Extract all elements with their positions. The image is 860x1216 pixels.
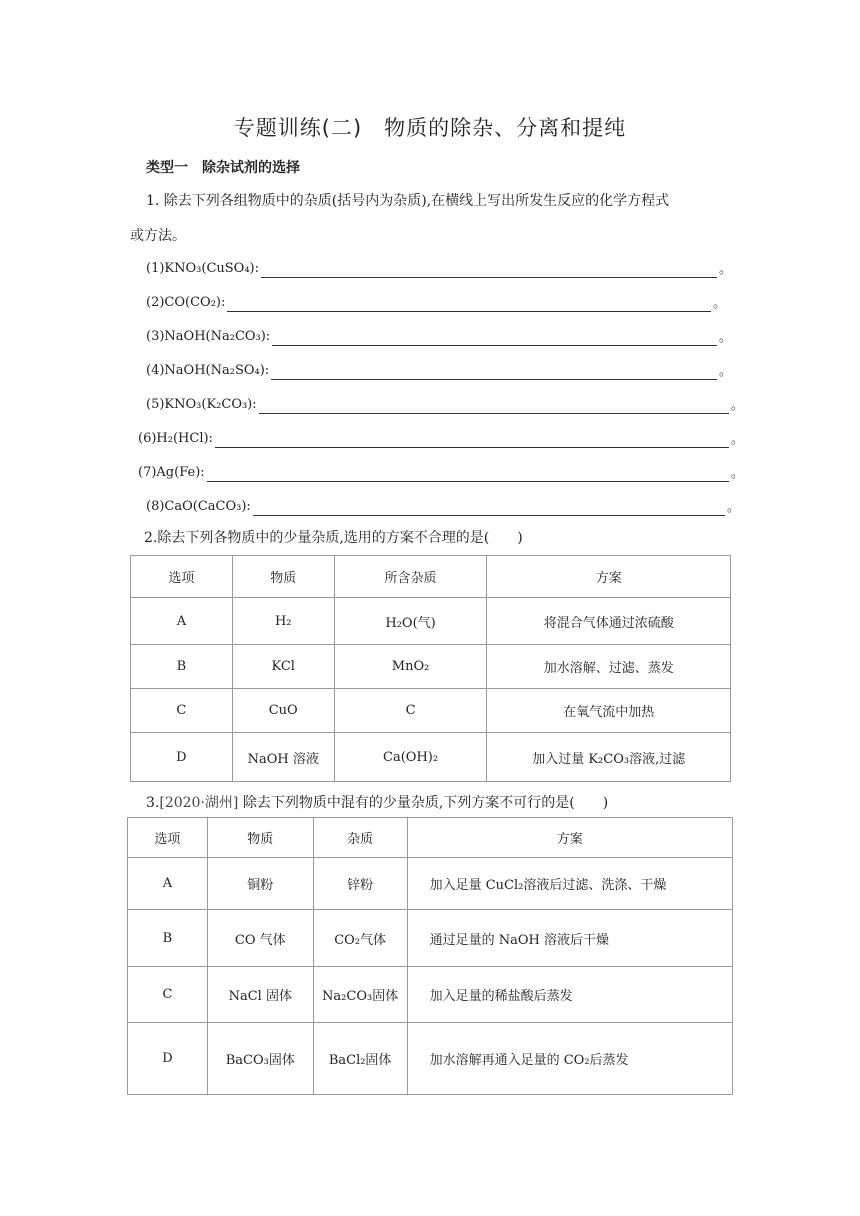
question-source: [2020·湖州]: [159, 795, 239, 811]
answer-blank[interactable]: [271, 363, 717, 380]
fill-item-8: (8)CaO(CaCO₃): 。: [146, 499, 740, 515]
table-cell: C: [128, 967, 208, 1023]
table-cell: D: [128, 1023, 208, 1095]
fill-item-label: (7)Ag(Fe):: [138, 465, 205, 480]
question-1-text-continued: 或方法。: [130, 228, 186, 244]
table-cell: 加入过量 K₂CO₃溶液,过滤: [487, 733, 731, 782]
table-cell: BaCl₂固体: [313, 1023, 407, 1095]
answer-blank[interactable]: [259, 397, 729, 414]
table-row: [128, 967, 733, 1023]
table-header-cell: 物质: [207, 818, 313, 858]
table-cell: B: [131, 645, 233, 689]
table-cell: 加水溶解、过滤、蒸发: [487, 645, 731, 689]
question-3-table: [127, 817, 733, 1095]
table-row: [131, 733, 731, 782]
table-cell: 锌粉: [313, 858, 407, 910]
answer-blank[interactable]: [261, 261, 717, 278]
question-3-prompt: 除去下列物质中混有的少量杂质,下列方案不可行的是( ): [242, 795, 609, 811]
fill-item-label: (6)H₂(HCl):: [138, 431, 213, 446]
table-header-cell: 选项: [128, 818, 208, 858]
table-row: [131, 645, 731, 689]
table-cell: C: [334, 689, 487, 733]
fill-item-5: (5)KNO₃(K₂CO₃): 。: [146, 397, 744, 413]
table-header-cell: 方案: [407, 818, 732, 858]
table-cell: D: [131, 733, 233, 782]
page-title: 专题训练(二) 物质的除杂、分离和提纯: [233, 116, 627, 140]
table-header-row: [131, 556, 731, 598]
question-number: 3.: [146, 795, 160, 811]
table-cell: NaOH 溶液: [232, 733, 334, 782]
table-cell: CuO: [232, 689, 334, 733]
table-cell: KCl: [232, 645, 334, 689]
answer-blank[interactable]: [215, 431, 729, 448]
fill-item-label: (1)KNO₃(CuSO₄):: [146, 261, 259, 276]
table-cell: 将混合气体通过浓硫酸: [487, 598, 731, 645]
table-cell: MnO₂: [334, 645, 487, 689]
table-cell: 铜粉: [207, 858, 313, 910]
table-cell: A: [128, 858, 208, 910]
fill-item-7: (7)Ag(Fe): 。: [138, 465, 744, 481]
section-heading: 类型一 除杂试剂的选择: [146, 160, 300, 176]
table-cell: CO₂气体: [313, 910, 407, 967]
table-cell: Ca(OH)₂: [334, 733, 487, 782]
table-row: [131, 598, 731, 645]
table-cell: C: [131, 689, 233, 733]
fill-item-6: (6)H₂(HCl): 。: [138, 431, 744, 447]
fill-item-4: (4)NaOH(Na₂SO₄): 。: [146, 363, 732, 379]
question-2-table: [130, 555, 731, 782]
fill-item-3: (3)NaOH(Na₂CO₃): 。: [146, 329, 732, 345]
table-header-cell: 选项: [131, 556, 233, 598]
table-row: [128, 910, 733, 967]
table-row: [128, 858, 733, 910]
fill-item-1: (1)KNO₃(CuSO₄): 。: [146, 261, 732, 277]
answer-blank[interactable]: [227, 295, 711, 312]
table-cell: A: [131, 598, 233, 645]
table-header-row: [128, 818, 733, 858]
table-cell: 在氧气流中加热: [487, 689, 731, 733]
fill-item-label: (2)CO(CO₂):: [146, 295, 226, 310]
table-row: [131, 689, 731, 733]
table-cell: CO 气体: [207, 910, 313, 967]
question-1-text: 1. 除去下列各组物质中的杂质(括号内为杂质),在横线上写出所发生反应的化学方程式: [146, 193, 670, 209]
fill-item-label: (4)NaOH(Na₂SO₄):: [146, 363, 270, 378]
table-header-cell: 杂质: [313, 818, 407, 858]
table-row: [128, 1023, 733, 1095]
question-3-text: [146, 792, 608, 812]
table-header-cell: 所含杂质: [334, 556, 487, 598]
table-cell: 加入足量 CuCl₂溶液后过滤、洗涤、干燥: [407, 858, 732, 910]
table-cell: B: [128, 910, 208, 967]
table-header-cell: 物质: [232, 556, 334, 598]
table-cell: H₂O(气): [334, 598, 487, 645]
table-cell: 通过足量的 NaOH 溶液后干燥: [407, 910, 732, 967]
question-2-text: 2.除去下列各物质中的少量杂质,选用的方案不合理的是( ): [144, 530, 523, 546]
fill-item-2: (2)CO(CO₂): 。: [146, 295, 726, 311]
table-cell: 加入足量的稀盐酸后蒸发: [407, 967, 732, 1023]
fill-item-label: (8)CaO(CaCO₃):: [146, 499, 251, 514]
table-cell: BaCO₃固体: [207, 1023, 313, 1095]
table-cell: NaCl 固体: [207, 967, 313, 1023]
fill-item-label: (3)NaOH(Na₂CO₃):: [146, 329, 271, 344]
answer-blank[interactable]: [207, 465, 729, 482]
answer-blank[interactable]: [253, 499, 725, 516]
answer-blank[interactable]: [272, 329, 717, 346]
table-cell: Na₂CO₃固体: [313, 967, 407, 1023]
fill-item-label: (5)KNO₃(K₂CO₃):: [146, 397, 257, 412]
table-cell: H₂: [232, 598, 334, 645]
table-header-cell: 方案: [487, 556, 731, 598]
table-cell: 加水溶解再通入足量的 CO₂后蒸发: [407, 1023, 732, 1095]
